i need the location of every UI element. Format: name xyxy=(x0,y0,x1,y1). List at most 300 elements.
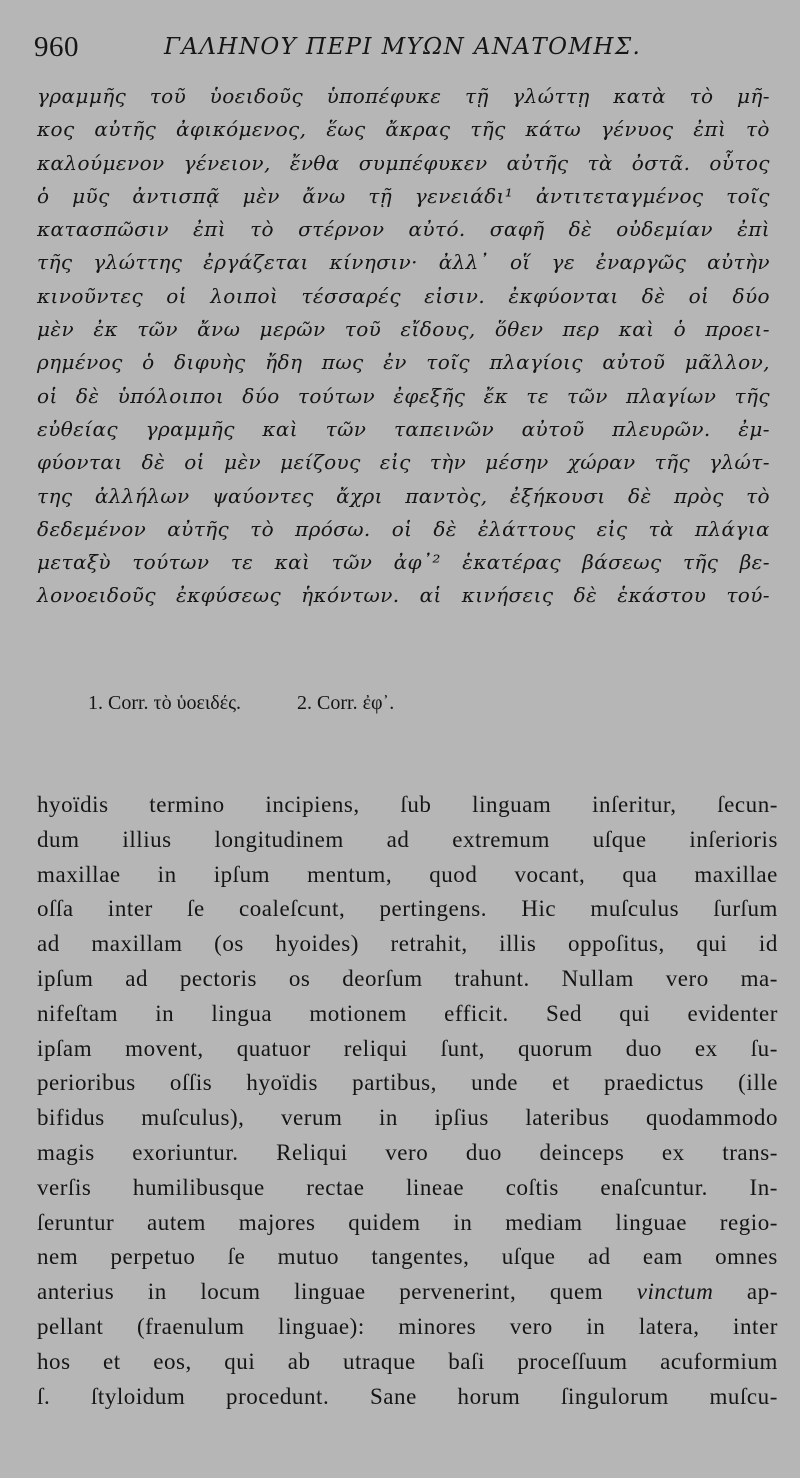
greek-line-word: πως xyxy=(321,350,364,375)
greek-line xyxy=(37,180,770,213)
latin-line-word: duo xyxy=(465,1139,502,1165)
latin-line xyxy=(37,1171,778,1206)
greek-line-word: τῆς xyxy=(37,250,73,275)
latin-line-word: lineae xyxy=(405,1174,465,1200)
greek-line-word: δύο xyxy=(732,283,770,308)
latin-line-word: inſeritur, xyxy=(592,792,677,817)
latin-line-word: illis xyxy=(499,931,537,957)
greek-line-word: τὸ xyxy=(746,483,770,508)
latin-line-word: efficit. xyxy=(444,1000,509,1026)
greek-line-word: ἀφ᾽² xyxy=(393,550,441,575)
greek-line-word: ὅθεν xyxy=(494,317,544,342)
greek-line-word: τέσσαρές xyxy=(301,283,401,308)
greek-line-word: τῆς xyxy=(654,450,691,475)
greek-line-word: μᾶλλον, xyxy=(684,350,770,375)
latin-line-word: evidenter xyxy=(687,1000,778,1026)
greek-line-word: τε xyxy=(526,383,549,408)
latin-line-word: pectoris xyxy=(179,965,258,991)
latin-line-word: et xyxy=(552,1070,570,1096)
latin-line-word: linguae xyxy=(615,1209,687,1235)
greek-line xyxy=(37,446,770,479)
greek-line-word: μῆ- xyxy=(736,84,770,108)
greek-line-word: γλώτ- xyxy=(709,450,770,475)
greek-line-word: τῶν xyxy=(325,416,367,441)
latin-line-word: nifeſtam xyxy=(37,1000,119,1026)
latin-line xyxy=(37,1275,778,1310)
latin-line-word: ipſius xyxy=(434,1105,489,1131)
greek-line-word: αὐτῆς xyxy=(94,117,157,142)
latin-line-word: nem xyxy=(37,1244,79,1270)
greek-line-word: τῶν xyxy=(567,383,608,408)
greek-line-word: ὑποπέφυκε xyxy=(326,84,442,108)
greek-line-word: τού- xyxy=(726,583,770,608)
latin-line-word: qui xyxy=(696,931,728,957)
footnote-2 xyxy=(297,688,394,718)
greek-line xyxy=(37,147,770,180)
greek-line-word: εἰς xyxy=(379,450,411,475)
greek-line-word: ἐλάττους xyxy=(477,516,576,541)
latin-line-word: perioribus xyxy=(37,1070,136,1096)
latin-line-word: linguae xyxy=(294,1279,366,1305)
latin-line-word: omnes xyxy=(715,1244,778,1270)
latin-line-word: ſ. xyxy=(37,1383,51,1409)
latin-line xyxy=(37,1240,778,1275)
latin-line-word: illius xyxy=(122,826,172,852)
latin-line-word: ſunt, xyxy=(440,1035,485,1061)
greek-line-word: ἀντισπᾷ xyxy=(132,183,221,208)
latin-line-word: ad xyxy=(386,826,410,852)
greek-line-word: οὗτος xyxy=(709,150,770,175)
latin-line-word: linguae): xyxy=(278,1313,365,1339)
greek-line-word: μὲν xyxy=(223,450,262,475)
running-title: ΓΑΛΗΝΟΥ ΠΕΡΙ ΜΥΩΝ ΑΝΑΤΟΜΗΣ. xyxy=(164,34,642,60)
greek-line-word: ψαύοντες xyxy=(211,483,314,508)
greek-line-word: ἐργάζεται xyxy=(203,250,309,275)
latin-line xyxy=(37,962,778,997)
greek-line-word: καλούμενον xyxy=(37,150,165,175)
latin-line-word: quodammodo xyxy=(646,1105,778,1131)
latin-line xyxy=(37,1066,778,1101)
latin-line-word: exoriuntur. xyxy=(132,1139,239,1165)
latin-line-word: in xyxy=(157,861,177,887)
greek-line-word: πλαγίων xyxy=(625,383,717,408)
greek-line-word: ἐν xyxy=(383,350,407,375)
footnotes xyxy=(88,688,688,718)
greek-line-word: καὶ xyxy=(618,317,655,342)
latin-line-word: majores xyxy=(238,1209,316,1235)
greek-line-word: περ xyxy=(562,317,600,342)
greek-line-word: αἱ xyxy=(419,583,442,608)
greek-line-word: τῶν xyxy=(137,317,178,342)
greek-line-word: ἐπὶ xyxy=(193,217,226,242)
latin-line xyxy=(37,997,778,1032)
greek-line-word: ἄκρας xyxy=(385,117,451,142)
latin-line-word: (fraenulum xyxy=(136,1313,245,1339)
greek-line-word: αὐτῆς xyxy=(167,516,230,541)
greek-line-word: καὶ xyxy=(262,416,299,441)
greek-line-word: τοῦ xyxy=(344,317,382,342)
latin-line-word: Sane xyxy=(369,1383,417,1409)
greek-line-word: καὶ xyxy=(274,550,311,575)
greek-line-word: δὲ xyxy=(573,583,598,608)
greek-line-word: ἡκόντων. xyxy=(301,583,400,608)
latin-line-word: In- xyxy=(749,1174,778,1200)
greek-line-word: δὲ xyxy=(141,450,166,475)
greek-line-word: εἰσιν. xyxy=(424,283,486,308)
greek-line-word: ἀλλήλων xyxy=(94,483,190,508)
greek-line-word: κατασπῶσιν xyxy=(37,217,169,242)
greek-line-word: πλαγίοις xyxy=(489,350,583,375)
greek-line-word: ἐναργῶς xyxy=(595,250,687,275)
latin-line-word: inſerioris xyxy=(689,826,778,852)
latin-line-word: partibus, xyxy=(352,1070,437,1096)
page-header xyxy=(34,27,774,67)
greek-text-block xyxy=(37,80,770,613)
latin-line-word: retrahit, xyxy=(390,931,468,957)
latin-line-word: inter xyxy=(733,1313,778,1339)
latin-line-word: movent, xyxy=(125,1035,204,1061)
latin-line xyxy=(37,858,778,893)
greek-line-word: οἱ xyxy=(184,450,205,475)
latin-line-word: maxillae xyxy=(37,861,121,887)
greek-line-word: κάτω xyxy=(525,117,582,142)
greek-line-word: εἰς xyxy=(596,516,628,541)
latin-line-word: hyoides) xyxy=(275,931,360,957)
greek-line-word: ἐμ- xyxy=(738,416,770,441)
greek-line-word: οἱ xyxy=(37,383,58,408)
latin-line-word: lateribus xyxy=(525,1105,610,1131)
latin-line-word: pervenerint, xyxy=(399,1279,517,1305)
latin-line-word: dum xyxy=(37,826,80,852)
latin-line-word: rectae xyxy=(306,1174,365,1200)
latin-line-word: pertingens. xyxy=(379,896,488,922)
latin-line-word: in xyxy=(453,1209,473,1235)
greek-line-word: γένυος xyxy=(600,117,674,142)
greek-line-word: ἐπὶ xyxy=(737,217,770,242)
greek-line-word: τούτων xyxy=(297,383,376,408)
latin-line-word: ſeruntur xyxy=(37,1209,115,1235)
greek-line-word: πλευρῶν. xyxy=(612,416,711,441)
latin-line-word: ſecun- xyxy=(717,792,778,817)
latin-line-word: incipiens, xyxy=(265,792,360,817)
latin-line-word: maxillam xyxy=(91,931,183,957)
latin-line-word: muſculus), xyxy=(141,1105,245,1131)
latin-line-word: ap- xyxy=(746,1279,778,1305)
greek-line-word: κινοῦντες xyxy=(37,283,144,308)
latin-line-word: in xyxy=(155,1000,175,1026)
greek-line-word: ταπεινῶν xyxy=(393,416,495,441)
greek-line-word: εὐθείας xyxy=(37,416,119,441)
latin-line-word: maxillae xyxy=(694,861,778,887)
latin-line-word: coaleſcunt, xyxy=(238,896,346,922)
greek-line-word: τὸ xyxy=(689,84,714,108)
footnote-marker: 2. xyxy=(297,692,313,714)
latin-line xyxy=(37,823,778,858)
latin-line-word: vero xyxy=(665,965,709,991)
footnote-1 xyxy=(88,688,241,718)
greek-line-word: τῇ xyxy=(464,84,489,108)
footnote-marker: 1. xyxy=(88,692,103,714)
greek-line-word: ἑκάστου xyxy=(617,583,707,608)
latin-line-word: enaſcuntur. xyxy=(600,1174,708,1200)
latin-line-word: reliqui xyxy=(343,1035,408,1061)
greek-line-word: σαφῆ xyxy=(489,217,545,242)
greek-line-word: οἱ xyxy=(166,283,187,308)
greek-line-word: ἔκ xyxy=(483,383,509,408)
greek-line-word: λονοειδοῦς xyxy=(37,583,156,608)
greek-line-word: παντὸς, xyxy=(405,483,488,508)
latin-line-word: baſi xyxy=(448,1348,485,1374)
latin-line-word: oſſis xyxy=(169,1070,213,1096)
latin-line-word: unde xyxy=(471,1070,519,1096)
latin-line-word: in xyxy=(586,1313,606,1339)
greek-line-word: κίνησιν· xyxy=(329,250,418,275)
greek-line-word: τοῦ xyxy=(149,84,187,108)
greek-line-word: πρὸς xyxy=(673,483,724,508)
latin-line-word: ipſum xyxy=(37,965,94,991)
latin-line-word: Hic xyxy=(521,896,557,922)
greek-line-word: ἄνω xyxy=(302,183,346,208)
greek-line-word: κατὰ xyxy=(613,84,667,108)
latin-line-word: verum xyxy=(280,1105,343,1131)
greek-line xyxy=(37,513,770,546)
latin-line-word: oppoſitus, xyxy=(567,931,665,957)
latin-line-word: oſſa xyxy=(37,896,74,922)
greek-line-word: ἐκφύσεως xyxy=(175,583,282,608)
greek-line-word: μὲν xyxy=(242,183,280,208)
latin-line-word: ma- xyxy=(740,965,778,991)
latin-line-word: locum xyxy=(200,1279,261,1305)
latin-line-word: in xyxy=(378,1105,398,1131)
greek-line-word: βε- xyxy=(739,550,770,575)
latin-line xyxy=(37,1345,778,1380)
latin-line-word: trans- xyxy=(722,1139,778,1165)
latin-line-word: hyoïdis xyxy=(37,792,109,817)
latin-line-word: eam xyxy=(642,1244,683,1270)
latin-line-word: extremum xyxy=(452,826,550,852)
greek-line-word: εἴδους, xyxy=(400,317,476,342)
greek-line-word: γραμμῆς xyxy=(145,416,235,441)
greek-line-word: τοῖς xyxy=(726,183,770,208)
greek-line-word: βάσεως xyxy=(582,550,662,575)
latin-line-word: vinctum xyxy=(636,1279,714,1305)
greek-line-word: τὴν xyxy=(429,450,467,475)
greek-line-word: τὸ xyxy=(250,217,274,242)
latin-line-word: procedunt. xyxy=(226,1383,330,1409)
latin-line-word: humilibusque xyxy=(132,1174,265,1200)
greek-line-word: της xyxy=(37,483,73,508)
latin-line-word: motionem xyxy=(309,1000,407,1026)
greek-line-word: τὸ xyxy=(745,117,770,142)
latin-line-word: trahunt. xyxy=(454,965,530,991)
latin-line-word: in xyxy=(147,1279,167,1305)
latin-line-word: hyoïdis xyxy=(246,1070,319,1096)
footnote-text: Corr. ἐφ᾽. xyxy=(317,692,395,714)
greek-line-word: τῇ xyxy=(368,183,393,208)
latin-line-word: uſque xyxy=(592,826,647,852)
greek-line-word: δὲ xyxy=(433,516,457,541)
latin-line-word: pellant xyxy=(37,1313,104,1339)
greek-line-word: κος xyxy=(37,117,75,142)
greek-line-word: τε xyxy=(230,550,254,575)
greek-line-word: αὐτό. xyxy=(408,217,466,242)
latin-line-word: magis xyxy=(37,1139,95,1165)
greek-line-word: μείζους xyxy=(280,450,361,475)
latin-line-word: proceſſuum xyxy=(517,1348,628,1374)
latin-line-word: muſcu- xyxy=(709,1383,778,1409)
greek-line-word: μεταξὺ xyxy=(37,550,111,575)
latin-line-word: anterius xyxy=(37,1279,115,1305)
greek-line-word: λοιποὶ xyxy=(210,283,279,308)
latin-line-word: ſingulorum xyxy=(561,1383,669,1409)
greek-line-word: αὐτοῦ xyxy=(602,350,666,375)
latin-line-word: mutuo xyxy=(277,1244,340,1270)
greek-line-word: αὐτὴν xyxy=(707,250,770,275)
latin-line-word: Reliqui xyxy=(276,1139,348,1165)
greek-line-word: πρόσω. xyxy=(295,516,371,541)
latin-line-word: quatuor xyxy=(236,1035,311,1061)
latin-line-word: bifidus xyxy=(37,1105,105,1131)
latin-line-word: latera, xyxy=(638,1313,700,1339)
greek-line-word: οἵ xyxy=(509,250,531,275)
latin-line-word: ad xyxy=(37,931,60,957)
latin-line-word: perpetuo xyxy=(110,1244,196,1270)
latin-line-word: mentum, xyxy=(307,861,393,887)
page-number: 960 xyxy=(34,31,79,63)
latin-line-word: deinceps xyxy=(539,1139,625,1165)
latin-line-word: inter xyxy=(107,896,153,922)
latin-line-word: uſque xyxy=(501,1244,556,1270)
greek-line-word: γλώττῃ xyxy=(512,84,590,108)
latin-line xyxy=(37,1101,778,1136)
greek-line-word: οὐδεμίαν xyxy=(616,217,713,242)
latin-line-word: acuformium xyxy=(660,1348,778,1374)
greek-line xyxy=(37,480,770,513)
latin-line-word: hos xyxy=(37,1348,71,1374)
latin-line-word: termino xyxy=(149,792,225,817)
greek-line-word: μῦς xyxy=(72,183,110,208)
latin-line-word: duo xyxy=(625,1035,662,1061)
latin-line-word: vero xyxy=(509,1313,553,1339)
greek-line-word: ὑοειδοῦς xyxy=(209,84,304,108)
latin-line-word: muſculus xyxy=(590,896,680,922)
greek-line xyxy=(37,213,770,246)
latin-line-word: quorum xyxy=(517,1035,593,1061)
latin-line-word: longitudinem xyxy=(214,826,344,852)
greek-line-word: τῆς xyxy=(682,550,719,575)
greek-line-word: κινήσεις xyxy=(461,583,554,608)
greek-line-word: ἄχρι xyxy=(336,483,383,508)
footnote-text: Corr. τὸ ὑοειδές. xyxy=(108,692,242,714)
latin-line-word: linguam xyxy=(472,792,552,817)
greek-line-word: ἤδη xyxy=(265,350,303,375)
greek-line-word: μέσην xyxy=(485,450,549,475)
greek-line-word: δὲ xyxy=(75,383,100,408)
greek-line-word: τοῖς xyxy=(426,350,471,375)
greek-line xyxy=(37,246,770,279)
latin-line xyxy=(37,892,778,927)
greek-line-word: γραμμῆς xyxy=(37,84,127,108)
greek-line-word: ἕως xyxy=(326,117,366,142)
latin-line-word: mediam xyxy=(505,1209,583,1235)
greek-line-word: δύο xyxy=(242,383,280,408)
greek-line-word: ἐξήκουσι xyxy=(509,483,606,508)
greek-line-word: φύονται xyxy=(37,450,123,475)
greek-line xyxy=(37,380,770,413)
latin-line-word: ſu- xyxy=(750,1035,778,1061)
latin-line xyxy=(37,927,778,962)
greek-line-word: τούτων xyxy=(132,550,210,575)
latin-line-word: ſtyloidum xyxy=(90,1383,186,1409)
greek-line xyxy=(37,579,770,612)
greek-line-word: δὲ xyxy=(628,483,652,508)
greek-line-word: συμπέφυκεν xyxy=(358,150,488,175)
latin-line-word: ad xyxy=(587,1244,611,1270)
greek-line-word: ἀφικόμενος, xyxy=(176,117,307,142)
latin-line-word: horum xyxy=(457,1383,521,1409)
latin-line-word: verſis xyxy=(37,1174,92,1200)
greek-line xyxy=(37,346,770,379)
greek-line-word: γλώττης xyxy=(93,250,183,275)
latin-line-word: minores xyxy=(398,1313,477,1339)
latin-line-word: ſe xyxy=(227,1244,246,1270)
latin-line xyxy=(37,1310,778,1345)
latin-line-word: autem xyxy=(147,1209,206,1235)
greek-line-word: δεδεμένον xyxy=(37,516,147,541)
greek-line-word: ἐφεξῆς xyxy=(393,383,466,408)
latin-line-word: tangentes, xyxy=(371,1244,470,1270)
greek-line xyxy=(37,313,770,346)
latin-line-word: deorſum xyxy=(342,965,423,991)
greek-line-word: χώραν xyxy=(567,450,636,475)
greek-line-word: τῆς xyxy=(470,117,506,142)
latin-line-word: et xyxy=(103,1348,121,1374)
greek-line-word: μὲν xyxy=(37,317,75,342)
latin-line-word: quod xyxy=(429,861,478,887)
latin-line-word: id xyxy=(758,931,778,957)
greek-line-word: στέρνον xyxy=(298,217,385,242)
greek-line-word: ρημένος xyxy=(37,350,123,375)
greek-line-word: οἱ xyxy=(391,516,413,541)
latin-line-word: lingua xyxy=(211,1000,273,1026)
latin-line-word: ipſam xyxy=(37,1035,93,1061)
latin-line xyxy=(37,1206,778,1241)
greek-line-word: προει- xyxy=(705,317,770,342)
greek-line-word: ὁ xyxy=(142,350,155,375)
latin-line-word: qua xyxy=(622,861,658,887)
latin-line-word: ipſum xyxy=(213,861,271,887)
greek-line-word: γε xyxy=(551,250,575,275)
greek-line-word: αὐτῆς xyxy=(506,150,569,175)
greek-line xyxy=(37,413,770,446)
latin-line-word: ad xyxy=(125,965,149,991)
greek-line xyxy=(37,280,770,313)
greek-line-word: ὁ xyxy=(37,183,50,208)
greek-line-word: οἱ xyxy=(688,283,710,308)
greek-line-word: ἐπὶ xyxy=(693,117,727,142)
latin-line-word: ab xyxy=(287,1348,311,1374)
greek-line-word: πλάγια xyxy=(694,516,770,541)
greek-line-word: τὸ xyxy=(250,516,275,541)
greek-line-word: τῆς xyxy=(734,383,770,408)
greek-line-word: διφυὴς xyxy=(174,350,246,375)
latin-line xyxy=(37,1380,778,1415)
latin-line xyxy=(37,1136,778,1171)
latin-line-word: vocant, xyxy=(514,861,586,887)
latin-line-word: ſe xyxy=(187,896,205,922)
greek-line-word: ἔνθα xyxy=(289,150,340,175)
latin-line-word: praedictus xyxy=(604,1070,705,1096)
